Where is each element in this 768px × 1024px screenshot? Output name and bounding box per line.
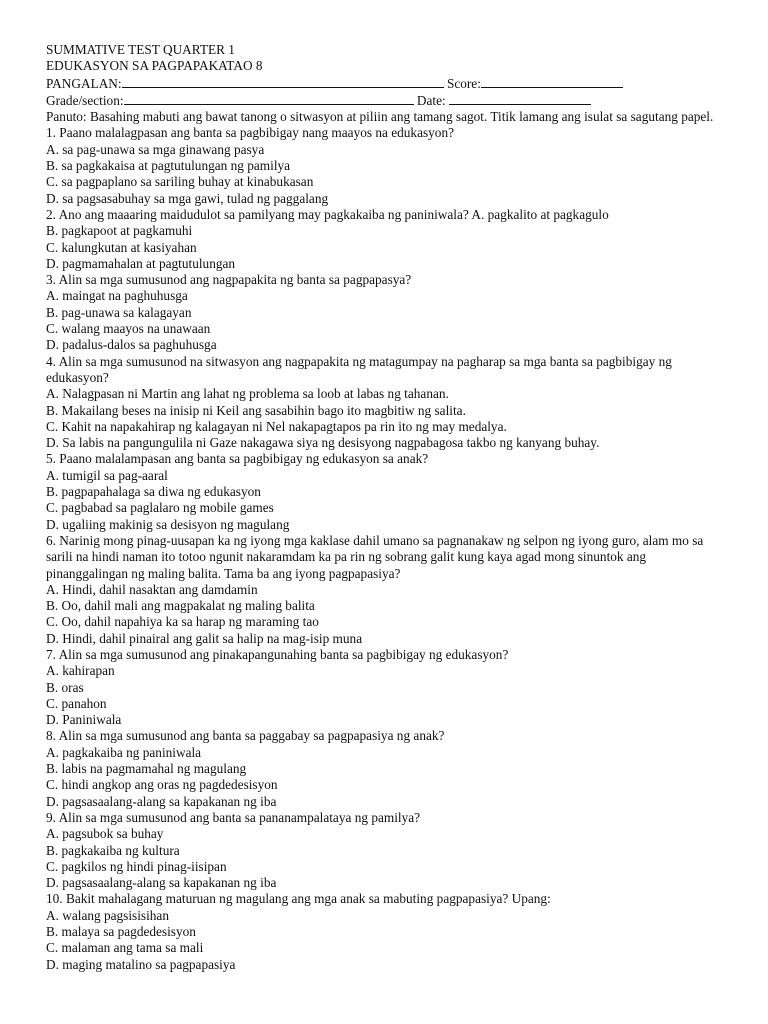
test-title: SUMMATIVE TEST QUARTER 1 bbox=[46, 42, 235, 57]
question-5-choice-c[interactable]: C. pagbabad sa paglalaro ng mobile games bbox=[46, 500, 274, 516]
question-4-choice-c[interactable]: C. Kahit na napakahirap ng kalagayan ni Nel nakapagtapos pa rin ito ng may medalya. bbox=[46, 418, 507, 434]
question-7-choice-a[interactable]: A. kahirapan bbox=[46, 663, 115, 679]
question-2-choice-c[interactable]: D. pagmamahalan at pagtutulungan bbox=[46, 255, 236, 271]
name-score-row bbox=[46, 75, 728, 92]
question-2-choice-b[interactable]: C. kalungkutan at kasiyahan bbox=[46, 239, 197, 255]
grade-section-label: Grade/section: bbox=[46, 92, 124, 108]
score-blank[interactable] bbox=[481, 75, 623, 88]
question-list bbox=[46, 125, 728, 972]
grade-section-blank[interactable] bbox=[124, 92, 414, 105]
question-3-choice-a[interactable]: A. maingat na paghuhusga bbox=[46, 288, 188, 304]
question-2: 2. Ano ang maaaring maidudulot sa pamilyang may pagkakaiba ng paniniwala? A. pagkalito at pagkagulo bbox=[46, 206, 609, 222]
grade-date-row bbox=[46, 92, 728, 109]
question-6-choice-d[interactable]: D. Hindi, dahil pinairal ang galit sa halip na mag-isip muna bbox=[46, 630, 363, 646]
question-8-choice-d[interactable]: D. pagsasaalang-alang sa kapakanan ng iba bbox=[46, 793, 277, 809]
question-1: 1. Paano malalagpasan ang banta sa pagbibigay nang maayos na edukasyon? bbox=[46, 125, 455, 141]
question-7-choice-c[interactable]: C. panahon bbox=[46, 695, 107, 711]
date-blank[interactable] bbox=[449, 92, 591, 105]
question-9: 9. Alin sa mga sumusunod ang banta sa pananampalataya ng pamilya? bbox=[46, 809, 421, 825]
question-5-choice-d[interactable]: D. ugaliing makinig sa desisyon ng magulang bbox=[46, 516, 290, 532]
question-4-choice-d[interactable]: D. Sa labis na pangungulila ni Gaze nakagawa siya ng desisyong nagpabagosa takbo ng kanyang buhay. bbox=[46, 435, 600, 451]
date-label: Date: bbox=[416, 92, 446, 108]
question-6: 6. Narinig mong pinag-uusapan ka ng iyong mga kaklase dahil umano sa pagnanakaw ng selpon ng iyong guro, alam mo sa sarili na hindi naman ito totoo ngunit nakaramdam ka pa rin ng sobrang galit kung kaya agad mong sinuntok ang pinanggalingan ng maling balita. Tama ba ang iyong pagpapasiya? bbox=[46, 532, 704, 581]
question-8-choice-c[interactable]: C. hindi angkop ang oras ng pagdedesisyon bbox=[46, 777, 278, 793]
question-10-choice-a[interactable]: A. walang pagsisisihan bbox=[46, 907, 169, 923]
question-7: 7. Alin sa mga sumusunod ang pinakapangunahing banta sa pagbibigay ng edukasyon? bbox=[46, 646, 509, 662]
question-4-choice-b[interactable]: B. Makailang beses na inisip ni Keil ang sasabihin bago ito magbitiw ng salita. bbox=[46, 402, 466, 418]
question-1-choice-b[interactable]: B. sa pagkakaisa at pagtutulungan ng pamilya bbox=[46, 158, 291, 174]
question-3-choice-c[interactable]: C. walang maayos na unawaan bbox=[46, 321, 211, 337]
question-2-choice-a[interactable]: B. pagkapoot at pagkamuhi bbox=[46, 223, 193, 239]
question-7-choice-b[interactable]: B. oras bbox=[46, 679, 84, 695]
question-1-choice-a[interactable]: A. sa pag-unawa sa mga ginawang pasya bbox=[46, 141, 265, 157]
question-7-choice-d[interactable]: D. Paniniwala bbox=[46, 712, 122, 728]
question-6-choice-b[interactable]: B. Oo, dahil mali ang magpakalat ng maling balita bbox=[46, 598, 315, 614]
question-8-choice-a[interactable]: A. pagkakaiba ng paniniwala bbox=[46, 744, 202, 760]
question-9-choice-c[interactable]: C. pagkilos ng hindi pinag-iisipan bbox=[46, 858, 227, 874]
question-10: 10. Bakit mahalagang maturuan ng magulang ang mga anak sa mabuting pagpapasiya? Upang: bbox=[46, 891, 551, 907]
question-5-choice-a[interactable]: A. tumigil sa pag-aaral bbox=[46, 467, 168, 483]
question-9-choice-a[interactable]: A. pagsubok sa buhay bbox=[46, 826, 164, 842]
question-9-choice-b[interactable]: B. pagkakaiba ng kultura bbox=[46, 842, 180, 858]
question-3: 3. Alin sa mga sumusunod ang nagpapakita ng banta sa pagpapasya? bbox=[46, 272, 412, 288]
question-5: 5. Paano malalampasan ang banta sa pagbibigay ng edukasyon sa anak? bbox=[46, 451, 429, 467]
question-6-choice-a[interactable]: A. Hindi, dahil nasaktan ang damdamin bbox=[46, 581, 258, 597]
subject-title: EDUKASYON SA PAGPAPAKATAO 8 bbox=[46, 58, 263, 74]
name-blank[interactable] bbox=[122, 75, 444, 88]
question-4: 4. Alin sa mga sumusunod na sitwasyon ang nagpapakita ng matagumpay na pagharap sa mga banta sa pagbibigay ng edukasyon? bbox=[46, 353, 672, 385]
name-label: PANGALAN: bbox=[46, 75, 122, 91]
question-3-choice-b[interactable]: B. pag-unawa sa kalagayan bbox=[46, 304, 192, 320]
question-8-choice-b[interactable]: B. labis na pagmamahal ng magulang bbox=[46, 761, 247, 777]
question-10-choice-c[interactable]: C. malaman ang tama sa mali bbox=[46, 940, 204, 956]
question-6-choice-c[interactable]: C. Oo, dahil napahiya ka sa harap ng maraming tao bbox=[46, 614, 319, 630]
question-3-choice-d[interactable]: D. padalus-dalos sa paghuhusga bbox=[46, 337, 217, 353]
question-10-choice-d[interactable]: D. maging matalino sa pagpapasiya bbox=[46, 956, 236, 972]
question-1-choice-d[interactable]: D. sa pagsasabuhay sa mga gawi, tulad ng paggalang bbox=[46, 190, 329, 206]
question-10-choice-b[interactable]: B. malaya sa pagdedesisyon bbox=[46, 924, 196, 940]
question-4-choice-a[interactable]: A. Nalagpasan ni Martin ang lahat ng problema sa loob at labas ng tahanan. bbox=[46, 386, 449, 402]
instructions: Panuto: Basahing mabuti ang bawat tanong o sitwasyon at piliin ang tamang sagot. Titik lamang ang isulat sa sagutang papel. bbox=[46, 109, 714, 125]
question-8: 8. Alin sa mga sumusunod ang banta sa paggabay sa pagpapasiya ng anak? bbox=[46, 728, 445, 744]
question-5-choice-b[interactable]: B. pagpapahalaga sa diwa ng edukasyon bbox=[46, 484, 261, 500]
score-label: Score: bbox=[446, 75, 481, 91]
question-9-choice-d[interactable]: D. pagsasaalang-alang sa kapakanan ng iba bbox=[46, 875, 277, 891]
question-1-choice-c[interactable]: C. sa pagpaplano sa sariling buhay at kinabukasan bbox=[46, 174, 314, 190]
